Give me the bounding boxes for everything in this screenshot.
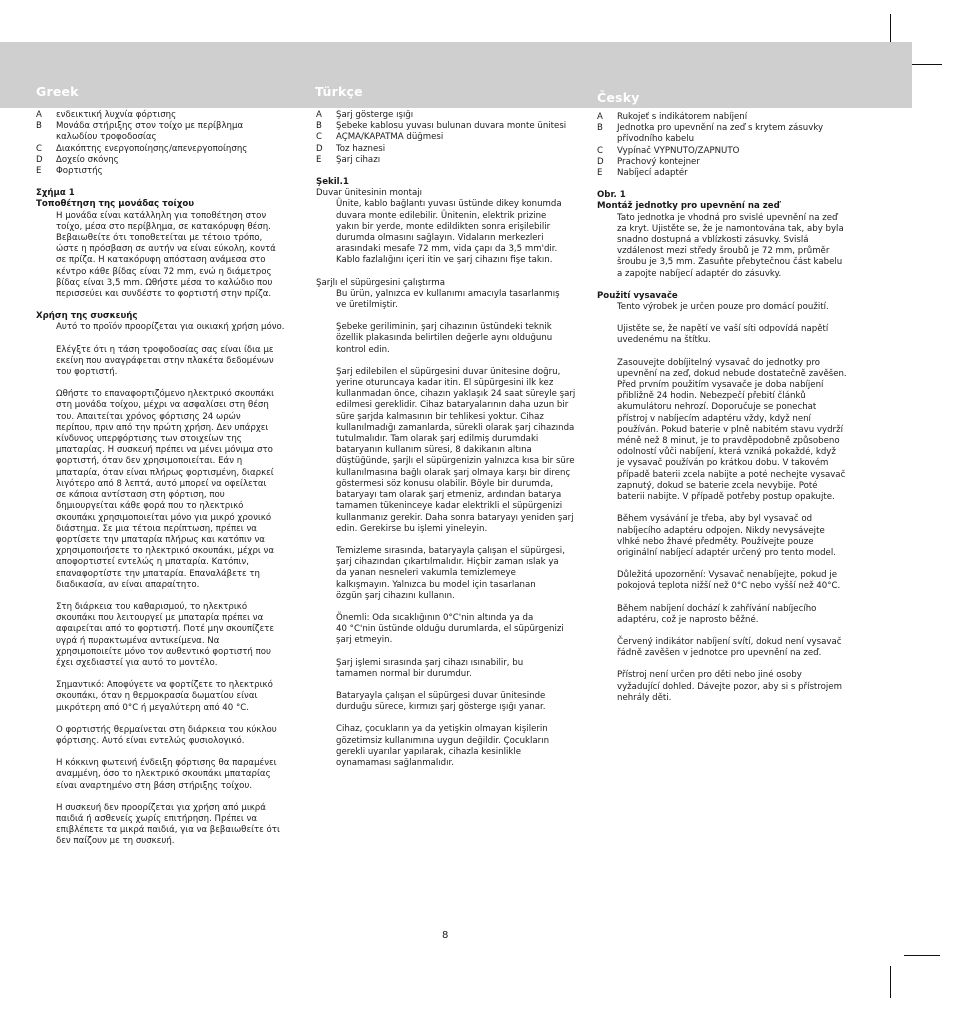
paragraph-line: Ωθήστε το επαναφορτιζόμενο ηλεκτρικό σκουπάκι (56, 389, 275, 400)
paragraph-line: σκουπάκι, όταν η θερμοκρασία δωματίου είναι (56, 691, 258, 702)
spacer (597, 347, 861, 358)
paragraph-line: Şarj edilebilen el süpürgesini duvar ünitesine doğru, (336, 366, 561, 377)
paragraph-line: řádně zavěšen v jednotce pro upevnění na zeď. (617, 648, 822, 659)
paragraph-line: tamamen normal bir durumdur. (336, 668, 472, 679)
parts-list-item (36, 166, 300, 177)
paragraph-line: případě baterii zcela nabijte a poté nechejte vysavač (617, 469, 846, 480)
spacer (597, 503, 861, 514)
paragraph-line: tutulmalıdır. Tam olarak şarj edilmiş durumdaki (336, 434, 539, 445)
paragraph-line: παιδιά ή ασθενείς χωρίς επιτήρηση. Πρέπει να (56, 813, 258, 824)
paragraph-line: σε πρίζα. Η κατακόρυφη απόσταση ανάμεσα στο (56, 255, 266, 266)
paragraph-line: nabíjecího adaptéru odpojen. Nikdy nevysávejte (617, 525, 825, 536)
section-subheading: Şarjlı el süpürgesini çalıştırma (316, 277, 445, 288)
spacer (597, 593, 861, 604)
parts-list-text: καλωδίου τροφοδοσίας (56, 132, 157, 143)
paragraph-line: snadno dostupná a vblízkosti zásuvky. Svislá (617, 235, 809, 246)
parts-list-text: Rukojeť s indikátorem nabíjení (617, 112, 748, 122)
paragraph-line: Zasouvejte dobíjitelný vysavač do jednotky pro (617, 357, 821, 368)
paragraph-line: kalkışmayın. Yalnızca bu model için tasarlanan (336, 579, 536, 590)
parts-list-item (316, 132, 580, 143)
paragraph-line: Η μονάδα είναι κατάλληλη για τοποθέτηση στον (56, 210, 267, 221)
spacer (316, 267, 580, 278)
paragraph-line: τοίχο, μέσα στο περίβλημα, σε κατακόρυφη θέση. (56, 221, 271, 232)
spacer (36, 591, 300, 602)
paragraph-line: Temizleme sırasında, bataryayla çalışan el süpürgesi, (336, 545, 565, 556)
spacer (316, 535, 580, 546)
language-header-bar (0, 42, 912, 108)
paragraph-line: Önemli: Oda sıcaklığının 0°C'nin altında ya da (336, 612, 534, 623)
cesky-column (597, 112, 861, 704)
paragraph-line: yakın bir yerde, monte edildikten sonra erişilebilir (336, 221, 551, 232)
parts-list-item (36, 121, 300, 132)
paragraph-line: düştüğünde, şarjlı el süpürgenizin yalnızca kısa bir süre (336, 456, 575, 467)
paragraph-line: Během nabíjení dochází k zahřívání nabíjecího (617, 603, 817, 614)
parts-list-item (316, 110, 580, 121)
section-heading: Použití vysavače (597, 290, 678, 301)
paragraph-line: pokojová teplota nižší než 0°C nebo vyšší než 40°C. (617, 581, 841, 592)
paragraph-line: odolností vůči nabíjení, která vzniká pokaždé, když (617, 447, 836, 458)
parts-list-text: ενδεικτική λυχνία φόρτισης (56, 110, 177, 120)
paragraph-line: κέντρο κάθε βίδας είναι 72 mm, ενώ η διάμετρος (56, 266, 272, 277)
paragraph-line: περίπου, πριν από την πρώτη χρήση. Δεν υπάρχει (56, 422, 269, 433)
parts-list-text: Toz haznesi (336, 143, 386, 154)
parts-list-item (316, 121, 580, 132)
paragraph-line: χρησιμοποιήσετε το ηλεκτρικό σκουπάκι, μέχρι να (56, 546, 275, 557)
crop-mark-top-vertical (890, 14, 891, 44)
paragraph-line: ve üretilmiştir. (336, 300, 398, 311)
paragraph-line: edin. Gerekirse bu işlemi yineleyin. (336, 523, 488, 534)
paragraph-line: φορτίσετε την μπαταρία πλήρως και κατόπιν να (56, 534, 265, 545)
paragraph-line: Σημαντικό: Αποφύγετε να φορτίζετε το ηλεκτρικό (56, 680, 273, 691)
section-heading: Şekil.1 (316, 177, 349, 188)
paragraph-line: adaptéru, což je naprosto běžné. (617, 614, 759, 625)
paragraph-line: Şarj işlemi sırasında şarj cihazı ısınabilir, bu (336, 657, 524, 668)
paragraph-line: του φορτιστή. (56, 367, 118, 378)
paragraph-line: akumulátoru nehrozí. Doporučuje se ponechat (617, 402, 817, 413)
spacer (316, 356, 580, 367)
paragraph-line: přístroj v nabíjecím adaptéru vždy, když není (617, 413, 811, 424)
parts-list-text: Şarj cihazı (336, 154, 381, 165)
paragraph-line: şarj cihazından çıkartılmalıdır. Hiçbir zaman ıslak ya (336, 557, 559, 568)
paragraph-line: φορτιστή, όταν δεν χρησιμοποιείται. Εάν η (56, 456, 243, 467)
paragraph-line: είναι αναρτημένο στη βάση στήριξης τοίχου. (56, 780, 253, 791)
parts-list-letter: D (597, 156, 604, 167)
parts-list-letter: A (36, 110, 42, 120)
parts-list-item (36, 144, 300, 155)
paragraph-line: αποφορτιστεί εντελώς η μπαταρία. Κατόπιν, (56, 557, 249, 568)
paragraph-line: Přístroj není určen pro děti nebo jiné osoby (617, 670, 802, 681)
paragraph-line: εκείνη που αναγράφεται στην πλακέτα δεδομένων (56, 355, 274, 366)
paragraph-line: oynamaması sağlanmalıdır. (336, 757, 454, 768)
paragraph-line: Ujistěte se, že napětí ve vaší síti odpovídá napětí (617, 324, 829, 335)
paragraph-line: za kryt. Ujistěte se, že je namontována tak, aby byla (617, 223, 844, 234)
paragraph-line: υγρά ή πυρακτωμένα αντικείμενα. Να (56, 635, 220, 646)
section-heading: Χρήση της συσκευής (36, 311, 138, 322)
paragraph-line: méně než 8 minut, je to pravděpodobně způsobeno (617, 436, 840, 447)
paragraph-line: Ελέγξτε ότι η τάση τροφοδοσίας σας είναι ίδια με (56, 344, 274, 355)
paragraph-line: nehrály děti. (617, 692, 672, 703)
paragraph-line: Kablo fazlalığını içeri itin ve şarj cihazını fişe takın. (336, 255, 553, 266)
paragraph-line: 40 °C'nin üstünde olduğu durumlarda, el süpürgenizi (336, 624, 564, 635)
paragraph-line: arasındaki mesafe 72 mm, vida çapı da 3,5 mm'dir. (336, 244, 558, 255)
paragraph-line: Tato jednotka je vhodná pro svislé upevnění na zeď (617, 212, 838, 223)
parts-list-letter: C (597, 145, 604, 156)
parts-list-text: Vypínač VYPNUTO/ZAPNUTO (617, 145, 740, 156)
parts-list-item (597, 134, 861, 145)
paragraph-line: λιγότερο από 8 λεπτά, αυτό μπορεί να οφείλεται (56, 478, 267, 489)
paragraph-line: Důležitá upozornění: Vysavač nenabíjejte, pokud je (617, 570, 838, 581)
paragraph-line: βίδας είναι 3,5 mm. Ωθήστε μέσα το καλώδιο που (56, 277, 273, 288)
parts-list-item (316, 155, 580, 166)
paragraph-line: Bu ürün, yalnızca ev kullanımı amacıyla tasarlanmış (336, 288, 560, 299)
parts-list-item (597, 146, 861, 157)
section-heading: Τοποθέτηση της μονάδας τοίχου (36, 199, 195, 210)
spacer (316, 713, 580, 724)
paragraph-line: στη μονάδα τοίχου, μέχρι να ασφαλίσει στη θέση (56, 400, 269, 411)
spacer (36, 300, 300, 311)
paragraph-line: originální nabíjecí adaptér určený pro tento model. (617, 547, 836, 558)
paragraph-line: δεν παίζουν με τη συσκευή. (56, 836, 175, 847)
parts-list-text: Şebeke kablosu yuvası bulunan duvara monte ünitesi (336, 121, 567, 132)
paragraph-line: Η συσκευή δεν προορίζεται για χρήση από μικρά (56, 802, 266, 813)
parts-list-letter: E (36, 166, 42, 177)
parts-list-text: Prachový kontejner (617, 156, 700, 167)
section-subheading: Duvar ünitesinin montajı (316, 188, 422, 199)
spacer (316, 311, 580, 322)
spacer (36, 334, 300, 345)
spacer (316, 647, 580, 658)
paragraph-line: göstermesi söz konusu olabilir. Böyle bir durumda, (336, 478, 554, 489)
paragraph-line: přibližně 24 hodin. Nebezpečí přebití článků (617, 391, 806, 402)
greek-header: Greek (36, 84, 79, 99)
paragraph-line: vyžadující dohled. Dávejte pozor, aby si s přístrojem (617, 681, 842, 692)
paragraph-line: kullanmanız gerekir. Daha sonra bataryayı yeniden şarj (336, 512, 574, 523)
parts-list-text: Jednotka pro upevnění na zeď s krytem zásuvky (617, 123, 824, 134)
paragraph-line: κίνδυνος υπερφόρτισης των στοιχείων της (56, 434, 242, 445)
section-heading: Obr. 1 (597, 190, 626, 201)
parts-list-item (597, 157, 861, 168)
paragraph-line: διαδικασία, αν είναι απαραίτητο. (56, 579, 200, 590)
paragraph-line: süre şarjda kalmasının bir tehlikesi yoktur. Cihaz (336, 411, 544, 422)
paragraph-line: yerine oturuncaya kadar itin. El süpürgesini ilk kez (336, 378, 554, 389)
paragraph-line: uvedenému na štítku. (617, 335, 711, 346)
parts-list-item (597, 123, 861, 134)
paragraph-line: používán. Pokud baterie v plně nabitém stavu vydrží (617, 424, 843, 435)
paragraph-line: je vysavač používán po krátkou dobu. V takovém (617, 458, 829, 469)
parts-list-letter: D (316, 143, 323, 154)
spacer (316, 166, 580, 177)
paragraph-line: şarj etmeyin. (336, 635, 393, 646)
paragraph-line: σε κάποια αντίσταση στη φόρτιση, που (56, 490, 225, 501)
paragraph-line: kullanılmasına bağlı olarak şarj olmaya karşı bir direnç (336, 467, 571, 478)
parts-list-item (36, 110, 300, 121)
paragraph-line: Βεβαιωθείτε ότι τοποθετείται με τέτοιο τρόπο, (56, 233, 263, 244)
crop-mark-bottom-vertical (890, 966, 891, 998)
parts-list-text: Şarj gösterge ışığı (336, 110, 414, 120)
paragraph-line: Před prvním použitím vysavače je doba nabíjení (617, 380, 824, 391)
paragraph-line: Αυτό το προϊόν προορίζεται για οικιακή χρήση μόνο. (56, 322, 285, 333)
paragraph-line: μικρότερη από 0°C ή μεγαλύτερη από 40 °C. (56, 702, 250, 713)
parts-list-text: Μονάδα στήριξης στον τοίχο με περίβλημα (56, 121, 244, 132)
paragraph-line: durumda olmasını sağlayın. Vidaların merkezleri (336, 233, 544, 244)
paragraph-line: Şebeke geriliminin, şarj cihazının üstündeki teknik (336, 322, 552, 333)
parts-list-item (36, 155, 300, 166)
parts-list-letter: E (597, 168, 603, 179)
paragraph-line: vlhké nebo žhavé předměty. Používejte pouze (617, 536, 814, 547)
spacer (316, 680, 580, 691)
parts-list-item (316, 144, 580, 155)
paragraph-line: Ünite, kablo bağlantı yuvası üstünde dikey konumda (336, 199, 562, 210)
paragraph-line: περισσεύει και συνδέστε το φορτιστή στην πρίζα. (56, 289, 272, 300)
spacer (36, 177, 300, 188)
page-number: 8 (442, 930, 449, 941)
spacer (316, 602, 580, 613)
paragraph-line: του. Απαιτείται χρόνος φόρτισης 24 ωρών (56, 411, 241, 422)
paragraph-line: kullanılmadığı zamanlarda, sürekli olarak şarj cihazında (336, 422, 575, 433)
spacer (597, 313, 861, 324)
parts-list-text: Δοχείο σκόνης (56, 154, 119, 165)
paragraph-line: ώστε η πρόσβαση σε αυτήν να είναι εύκολη, κοντά (56, 244, 276, 255)
paragraph-line: tamamen tükeninceye kadar elektrikli el süpürgenizi (336, 501, 563, 512)
paragraph-line: επιβλέπετε τα μικρά παιδιά, για να βεβαιωθείτε ότι (56, 825, 280, 836)
spacer (597, 626, 861, 637)
spacer (36, 792, 300, 803)
paragraph-line: edilmesi gereklidir. Cihaz bataryalarının daha uzun bir (336, 400, 569, 411)
spacer (36, 378, 300, 389)
parts-list-letter: A (316, 110, 322, 120)
crop-mark-bottom-horizontal (904, 955, 940, 956)
paragraph-line: bataryayı tam olarak şarj etmeniz, ardından batarya (336, 490, 562, 501)
paragraph-line: kullanmadan önce, cihazın yaklaşık 24 saat süreyle şarj (336, 389, 576, 400)
parts-list-letter: D (36, 154, 43, 165)
parts-list-text: Διακόπτης ενεργοποίησης/απενεργοποίησης (56, 143, 248, 154)
spacer (597, 559, 861, 570)
paragraph-line: a zapojte nabíjecí adaptér do zásuvky. (617, 268, 782, 279)
paragraph-line: μπαταρία, όταν είναι πλήρως φορτισμένη, διαρκεί (56, 467, 274, 478)
paragraph-line: šroubu je 3,5 mm. Zasuňte přebytečnou část kabelu (617, 257, 843, 268)
spacer (597, 280, 861, 291)
spacer (36, 747, 300, 758)
parts-list-letter: B (36, 121, 42, 132)
spacer (36, 669, 300, 680)
parts-list-item (597, 112, 861, 123)
parts-list-letter: C (316, 132, 323, 143)
parts-list-text: AÇMA/KAPATMA düğmesi (336, 132, 444, 143)
paragraph-line: χρησιμοποιείτε μόνο τον αυθεντικό φορτιστή που (56, 646, 272, 657)
paragraph-line: vzdálenost mezi středy šroubů je 72 mm, průměr (617, 246, 830, 257)
paragraph-line: duvara monte edilebilir. Ünitenin, elektrik prizine (336, 210, 547, 221)
section-heading: Σχήμα 1 (36, 188, 75, 199)
parts-list-letter: E (316, 154, 322, 165)
turkce-header: Türkçe (315, 84, 363, 99)
paragraph-line: özellik plakasında belirtilen değerle aynı olduğunu (336, 333, 553, 344)
paragraph-line: Cihaz, çocukların ya da yetişkin olmayan kişilerin (336, 724, 548, 735)
spacer (597, 179, 861, 190)
paragraph-line: αφαιρείται από το φορτιστή. Ποτέ μην σκουπίζετε (56, 624, 275, 635)
paragraph-line: özgün şarj cihazını kullanın. (336, 590, 455, 601)
turkce-column (316, 110, 580, 769)
parts-list-item (36, 132, 300, 143)
parts-list-item (597, 168, 861, 179)
paragraph-line: διάστημα. Σε μια τέτοια περίπτωση, πρέπει να (56, 523, 257, 534)
paragraph-line: σκουπάκι που λειτουργεί με μπαταρία πρέπει να (56, 613, 264, 624)
paragraph-line: bataryanın kullanım süresi, 8 dakikanın altına (336, 445, 532, 456)
spacer (36, 714, 300, 725)
parts-list-letter: C (36, 143, 43, 154)
paragraph-line: Tento výrobek je určen pouze pro domácí použití. (617, 302, 829, 313)
spacer (597, 659, 861, 670)
paragraph-line: έχει σχεδιαστεί για αυτό το μοντέλο. (56, 657, 218, 668)
parts-list-letter: B (316, 121, 322, 132)
paragraph-line: Στη διάρκεια του καθαρισμού, το ηλεκτρικό (56, 601, 248, 612)
paragraph-line: upevnění na zeď, dokud nebude dostatečně zavěšen. (617, 368, 847, 379)
paragraph-line: φόρτισης. Αυτό είναι εντελώς φυσιολογικό. (56, 735, 245, 746)
parts-list-letter: B (597, 123, 603, 134)
crop-mark-top-horizontal (912, 64, 942, 65)
parts-list-text: přívodního kabelu (617, 134, 695, 145)
parts-list-letter: A (597, 112, 603, 122)
paragraph-line: gerekli uyarılar yapılarak, cihazla kesinlikle (336, 746, 522, 757)
paragraph-line: gözetimsiz kullanımına uygun değildir. Çocukların (336, 735, 550, 746)
parts-list-text: Nabíjecí adaptér (617, 168, 688, 179)
cesky-header: Česky (597, 90, 640, 105)
paragraph-line: durduğu sürece, kırmızı şarj gösterge ışığı yanar. (336, 702, 546, 713)
paragraph-line: Bataryayla çalışan el süpürgesi duvar ünitesinde (336, 690, 546, 701)
paragraph-line: baterii nabijte. V případě potřeby postup opakujte. (617, 492, 835, 503)
paragraph-line: δημιουργείται κάθε φορά που το ηλεκτρικό (56, 501, 244, 512)
paragraph-line: kontrol edin. (336, 344, 390, 355)
paragraph-line: μπαταρίας. Η συσκευή πρέπει να μένει μόνιμα στο (56, 445, 273, 456)
section-heading: Montáž jednotky pro upevnění na zeď (597, 201, 780, 212)
paragraph-line: σκουπάκι χρησιμοποιείται μόνο για μικρό χρονικό (56, 512, 272, 523)
paragraph-line: Ο φορτιστής θερμαίνεται στη διάρκεια του κύκλου (56, 724, 277, 735)
paragraph-line: Během vysávání je třeba, aby byl vysavač od (617, 514, 813, 525)
parts-list-text: Φορτιστής (56, 166, 103, 177)
paragraph-line: Η κόκκινη φωτεινή ένδειξη φόρτισης θα παραμένει (56, 758, 277, 769)
paragraph-line: επαναφορτίστε την μπαταρία. Επαναλάβετε τη (56, 568, 260, 579)
paragraph-line: Červený indikátor nabíjení svítí, dokud není vysavač (617, 636, 842, 647)
paragraph-line: αναμμένη, όσο το ηλεκτρικό σκουπάκι μπαταρίας (56, 769, 271, 780)
paragraph-line: zapnutý, dokud se baterie zcela nevybije. Poté (617, 480, 818, 491)
greek-column (36, 110, 300, 848)
paragraph-line: da yanan nesneleri vakumla temizlemeye (336, 568, 516, 579)
